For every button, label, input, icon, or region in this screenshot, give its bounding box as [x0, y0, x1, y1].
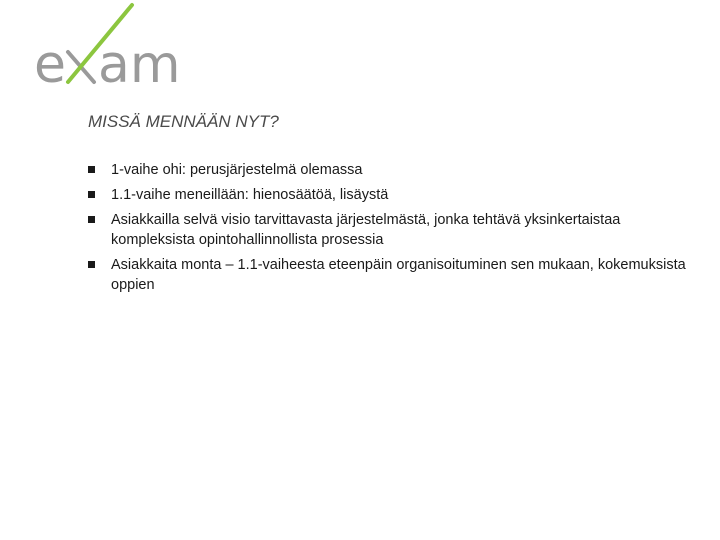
list-item-text: 1.1-vaihe meneillään: hienosäätöä, lisäystä: [111, 187, 389, 203]
bullet-list: [88, 160, 688, 300]
square-bullet-icon: [88, 216, 95, 223]
exam-logo: [34, 0, 204, 90]
square-bullet-icon: [88, 261, 95, 268]
list-item: [88, 160, 688, 180]
square-bullet-icon: [88, 191, 95, 198]
exam-logo-graphic: [34, 0, 204, 90]
square-bullet-icon: [88, 166, 95, 173]
logo-text-label: [204, 0, 205, 1]
list-item: [88, 210, 688, 250]
logo-letters-am: am: [98, 35, 181, 90]
logo-letter-e: e: [34, 35, 66, 90]
list-item-text: Asiakkaita monta – 1.1-vaiheesta eteenpäin organisoituminen sen mukaan, kokemuksista oppien: [111, 257, 686, 293]
slide-title: MISSÄ MENNÄÄN NYT?: [88, 112, 279, 131]
list-item-text: Asiakkailla selvä visio tarvittavasta järjestelmästä, jonka tehtävä yksinkertaistaa kompleksista opintohallinnollista prosessia: [111, 212, 621, 248]
list-item: [88, 255, 688, 295]
list-item: [88, 185, 688, 205]
list-item-text: 1-vaihe ohi: perusjärjestelmä olemassa: [111, 162, 363, 178]
